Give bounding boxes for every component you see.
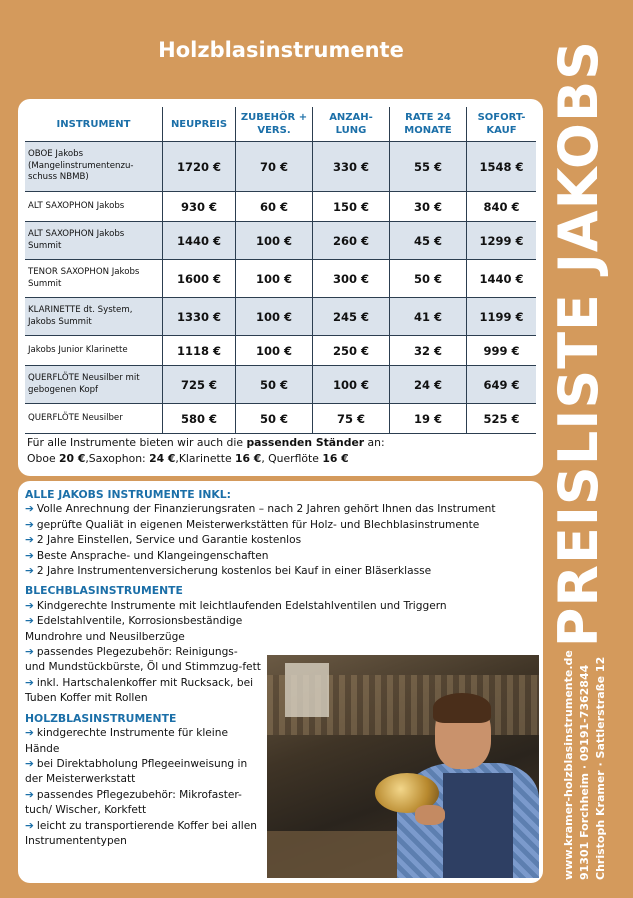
cell-rate: 55 € (390, 142, 467, 192)
staender-line-2 (27, 451, 385, 467)
table-row (25, 192, 536, 222)
cell-anzahlung: 330 € (313, 142, 390, 192)
list-item-text: inkl. Hartschalenkoffer mit Rucksack, bei Tuben Koffer mit Rollen (25, 676, 254, 705)
arrow-icon: ➔ (25, 615, 34, 628)
staender-sax-price: 24 € (149, 452, 176, 465)
cell-sofortkauf: 1199 € (467, 298, 537, 336)
col-header-rate: RATE 24 MONATE (390, 107, 467, 142)
arrow-icon: ➔ (25, 518, 34, 531)
staender-floete-label: , Querflöte (261, 452, 323, 465)
info-panel (18, 481, 543, 883)
cell-rate: 41 € (390, 298, 467, 336)
list-item (25, 757, 261, 788)
contact-phone: 91301 Forchheim · 09191-7362844 (577, 664, 591, 880)
list-item (25, 645, 261, 676)
cell-sofortkauf: 649 € (467, 366, 537, 404)
staender-bold: passenden Ständer (246, 436, 365, 449)
arrow-icon: ➔ (25, 534, 34, 547)
cell-zubehoer: 60 € (236, 192, 313, 222)
cell-anzahlung: 300 € (313, 260, 390, 298)
cell-instrument: OBOE Jakobs (Mangelinstrumentenzu-schuss NBMB) (25, 142, 163, 192)
cell-anzahlung: 150 € (313, 192, 390, 222)
arrow-icon: ➔ (25, 646, 34, 659)
staender-sax-label: ,Saxophon: (85, 452, 150, 465)
staender-oboe-price: 20 € (59, 452, 86, 465)
list-item-text: passendes Plegezubehör: Reinigungs- und Mundstückbürste, Öl und Stimmzug-fett (25, 646, 261, 674)
arrow-icon: ➔ (25, 503, 34, 516)
list-item-text: Kindgerechte Instrumente mit leichtlaufenden Edelstahlventilen und Triggern (36, 599, 447, 612)
side-title-text: PREISLISTE JAKOBS (546, 40, 610, 648)
photo-hair (433, 693, 491, 723)
list-item-text: Beste Ansprache- und Klangeingenschaften (36, 549, 269, 562)
photo-bench (267, 831, 407, 878)
arrow-icon: ➔ (25, 599, 34, 612)
arrow-icon: ➔ (25, 565, 34, 578)
cell-neupreis: 580 € (163, 404, 236, 434)
staender-oboe-label: Oboe (27, 452, 60, 465)
blech-heading: BLECHBLASINSTRUMENTE (25, 584, 183, 598)
cell-anzahlung: 250 € (313, 336, 390, 366)
cell-sofortkauf: 1440 € (467, 260, 537, 298)
cell-rate: 50 € (390, 260, 467, 298)
list-item (25, 614, 261, 645)
cell-rate: 24 € (390, 366, 467, 404)
cell-instrument: Jakobs Junior Klarinette (25, 336, 163, 366)
cell-neupreis: 930 € (163, 192, 236, 222)
cell-neupreis: 1118 € (163, 336, 236, 366)
cell-neupreis: 1600 € (163, 260, 236, 298)
staender-klar-price: 16 € (235, 452, 262, 465)
photo-apron (443, 773, 513, 878)
arrow-icon: ➔ (25, 549, 34, 562)
cell-sofortkauf: 1548 € (467, 142, 537, 192)
photo-hand (415, 805, 445, 825)
arrow-icon: ➔ (25, 727, 34, 740)
col-header-instrument: INSTRUMENT (25, 107, 163, 142)
cell-zubehoer: 100 € (236, 222, 313, 260)
cell-neupreis: 1330 € (163, 298, 236, 336)
list-item-text: Edelstahlventile, Korrosionsbeständige Mundrohre und Neusilberzüge (25, 615, 243, 643)
col-header-zubehoer: ZUBEHÖR + VERS. (236, 107, 313, 142)
list-item (25, 549, 535, 564)
staender-intro: Für alle Instrumente bieten wir auch die (27, 436, 247, 449)
cell-zubehoer: 50 € (236, 404, 313, 434)
cell-instrument: QUERFLÖTE Neusilber (25, 404, 163, 434)
col-header-sofortkauf: SOFORT-KAUF (467, 107, 537, 142)
list-item-text: geprüfte Qualiät in eigenen Meisterwerkstätten für Holz- und Blechblasinstrumente (36, 518, 480, 531)
staender-floete-price: 16 € (322, 452, 349, 465)
alle-heading: ALLE JAKOBS INSTRUMENTE INKL: (25, 488, 231, 501)
cell-sofortkauf: 1299 € (467, 222, 537, 260)
arrow-icon: ➔ (25, 757, 34, 770)
list-item-text: 2 Jahre Instrumentenversicherung kostenlos bei Kauf in einer Bläserklasse (36, 565, 432, 578)
cell-anzahlung: 75 € (313, 404, 390, 434)
price-table (25, 107, 536, 434)
workshop-photo (267, 655, 539, 878)
list-item (25, 502, 535, 517)
list-item (25, 518, 535, 533)
cell-instrument: KLARINETTE dt. System, Jakobs Summit (25, 298, 163, 336)
table-row (25, 336, 536, 366)
table-row (25, 404, 536, 434)
table-row (25, 298, 536, 336)
list-item (25, 599, 535, 614)
cell-rate: 32 € (390, 336, 467, 366)
cell-sofortkauf: 525 € (467, 404, 537, 434)
cell-neupreis: 725 € (163, 366, 236, 404)
cell-neupreis: 1440 € (163, 222, 236, 260)
arrow-icon: ➔ (25, 676, 34, 689)
cell-neupreis: 1720 € (163, 142, 236, 192)
list-item-text: passendes Pflegezubehör: Mikrofaster-tuch/ Wischer, Korkfett (25, 788, 242, 817)
page-title: Holzblasinstrumente (158, 38, 404, 62)
table-row (25, 260, 536, 298)
cell-anzahlung: 260 € (313, 222, 390, 260)
list-item (25, 788, 261, 819)
cell-zubehoer: 100 € (236, 298, 313, 336)
table-header-row (25, 107, 536, 142)
cell-instrument: ALT SAXOPHON Jakobs (25, 192, 163, 222)
cell-zubehoer: 100 € (236, 260, 313, 298)
list-item-text: 2 Jahre Einstellen, Service und Garantie kostenlos (36, 534, 302, 547)
table-row (25, 366, 536, 404)
arrow-icon: ➔ (25, 788, 34, 801)
list-item (25, 819, 261, 850)
cell-zubehoer: 100 € (236, 336, 313, 366)
photo-window (285, 663, 329, 717)
cell-instrument: ALT SAXOPHON Jakobs Summit (25, 222, 163, 260)
list-item-text: kindgerechte Instrumente für kleine Hände (25, 727, 228, 755)
col-header-anzahlung: ANZAH-LUNG (313, 107, 390, 142)
contact-address: Christoph Kramer · Sattlerstraße 12 (593, 656, 607, 880)
list-item (25, 676, 261, 707)
staender-outro: an: (364, 436, 385, 449)
cell-rate: 45 € (390, 222, 467, 260)
contact-block (552, 650, 616, 880)
contact-website: www.kramer-holzblasinstrumente.de (561, 650, 575, 880)
cell-anzahlung: 100 € (313, 366, 390, 404)
staender-klar-label: ,Klarinette (175, 452, 236, 465)
cell-anzahlung: 245 € (313, 298, 390, 336)
staender-line-1 (27, 435, 385, 451)
cell-instrument: TENOR SAXOPHON Jakobs Summit (25, 260, 163, 298)
staender-note (27, 435, 385, 467)
col-header-neupreis: NEUPREIS (163, 107, 236, 142)
side-title (532, 18, 624, 670)
cell-zubehoer: 70 € (236, 142, 313, 192)
holz-heading: HOLZBLASINSTRUMENTE (25, 711, 177, 725)
list-item-text: leicht zu transportierende Koffer bei allen Instrumententypen (25, 819, 257, 847)
list-item-text: Volle Anrechnung der Finanzierungsraten – nach 2 Jahren gehört Ihnen das Instrument (36, 503, 496, 516)
cell-rate: 30 € (390, 192, 467, 222)
cell-zubehoer: 50 € (236, 366, 313, 404)
list-item (25, 533, 535, 548)
price-panel (18, 99, 543, 476)
list-item (25, 726, 261, 757)
cell-sofortkauf: 840 € (467, 192, 537, 222)
cell-rate: 19 € (390, 404, 467, 434)
cell-sofortkauf: 999 € (467, 336, 537, 366)
table-row (25, 142, 536, 192)
list-item (25, 564, 535, 579)
arrow-icon: ➔ (25, 819, 34, 832)
cell-instrument: QUERFLÖTE Neusilber mit gebogenen Kopf (25, 366, 163, 404)
list-item-text: bei Direktabholung Pflegeeinweisung in der Meisterwerkstatt (25, 757, 248, 786)
table-row (25, 222, 536, 260)
